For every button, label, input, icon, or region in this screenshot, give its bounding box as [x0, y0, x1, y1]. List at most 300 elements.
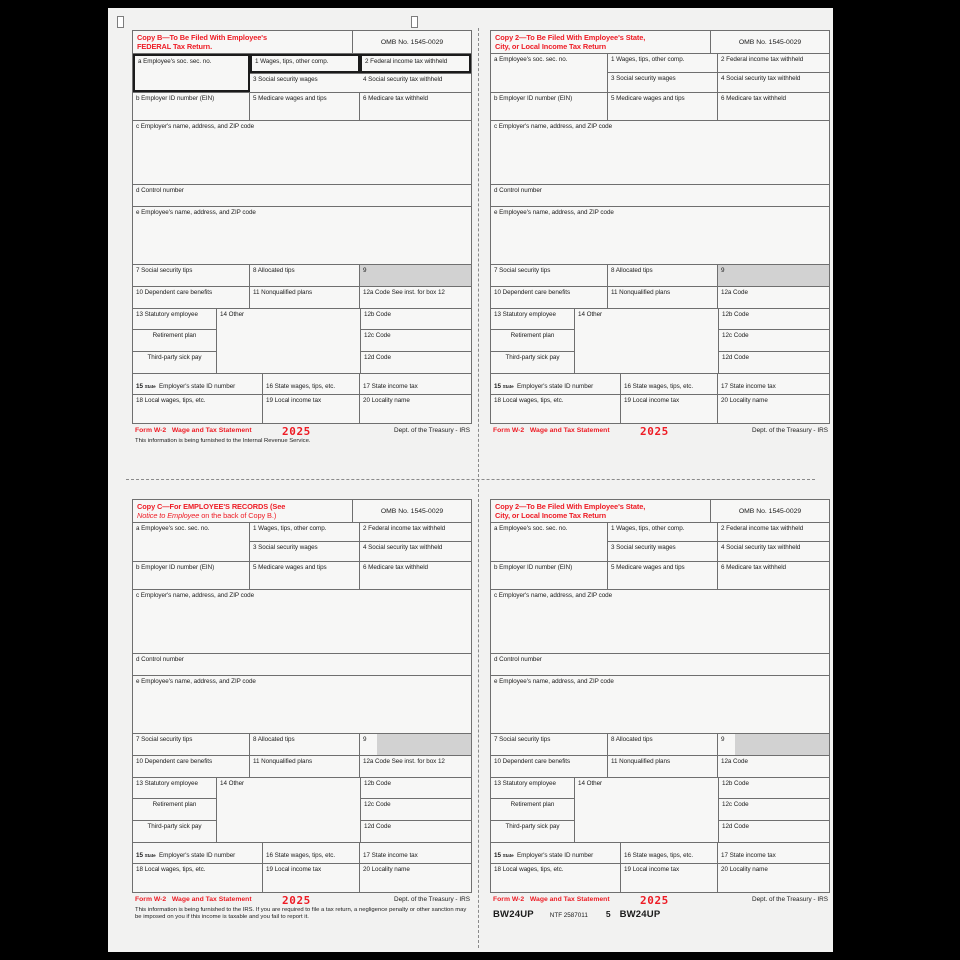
- box-15-state-id[interactable]: [491, 843, 621, 863]
- form-footer: [132, 425, 472, 438]
- box-6-medicare-tax[interactable]: [360, 562, 471, 589]
- box-13-retirement[interactable]: [133, 330, 216, 351]
- box-17-label: 17 State income tax: [721, 382, 776, 390]
- omb-number: OMB No. 1545-0029: [738, 507, 802, 515]
- box-13-retirement[interactable]: [133, 799, 216, 820]
- box-1-label: 1 Wages, tips, other comp.: [253, 525, 327, 532]
- box-e-employee[interactable]: [133, 676, 471, 733]
- box-9: [360, 265, 471, 286]
- copy-header: [132, 30, 472, 53]
- box-5-label: 5 Medicare wages and tips: [611, 564, 685, 571]
- box-13-sickpay-label: Third-party sick pay: [147, 822, 202, 830]
- box-12c[interactable]: [719, 799, 829, 820]
- box-e-employee[interactable]: [491, 207, 829, 264]
- box-13-sickpay[interactable]: [133, 352, 216, 373]
- box-3-ss-wages[interactable]: [250, 73, 360, 92]
- box-13-retirement-label: Retirement plan: [510, 801, 555, 809]
- box-a-ssn[interactable]: [133, 523, 250, 561]
- box-19-label: 19 Local income tax: [624, 865, 680, 873]
- row-10-11-12a: [133, 287, 471, 309]
- tax-year: 2025: [282, 893, 311, 907]
- box-14-label: 14 Other: [220, 780, 245, 787]
- box-c-employer[interactable]: [133, 590, 471, 653]
- row-c: [133, 590, 471, 654]
- row-d: [491, 654, 829, 676]
- box-12a[interactable]: [360, 756, 471, 777]
- box-col-1-3: [608, 54, 718, 92]
- box-d-control[interactable]: [133, 654, 471, 675]
- box-15-label: Employer's state ID number: [517, 382, 594, 390]
- box-2-fed-tax[interactable]: [360, 523, 471, 542]
- box-1-label: 1 Wages, tips, other comp.: [611, 525, 685, 532]
- box-b-label: b Employer ID number (EIN): [136, 564, 215, 571]
- box-3-ss-wages[interactable]: [608, 73, 718, 92]
- box-e-employee[interactable]: [491, 676, 829, 733]
- w2-grid: [132, 53, 472, 424]
- box-e-label: e Employee's name, address, and ZIP code: [136, 209, 256, 216]
- tax-year: 2025: [640, 893, 669, 907]
- box-12d-label: 12d Code: [722, 822, 749, 830]
- box-b-ein[interactable]: [133, 562, 250, 589]
- box-1-label: 1 Wages, tips, other comp.: [255, 58, 329, 65]
- box-12b[interactable]: [361, 309, 471, 330]
- box-20-label: 20 Locality name: [721, 396, 768, 404]
- box-13-label: 13 Statutory employee: [136, 311, 198, 318]
- box-9-label: 9: [721, 267, 725, 274]
- box-20-locality[interactable]: [360, 395, 471, 423]
- row-7-8-9: [133, 734, 471, 756]
- box-18-local-wages[interactable]: [491, 395, 621, 423]
- box-14-other[interactable]: [217, 778, 361, 842]
- copy-title-italic: Notice to Employee: [137, 511, 200, 521]
- box-10-dependent-care[interactable]: [491, 756, 608, 777]
- box-5-medicare-wages[interactable]: [250, 562, 360, 589]
- box-15-state-id[interactable]: [491, 374, 621, 394]
- box-13-retirement[interactable]: [491, 799, 574, 820]
- box-11-label: 11 Nonqualified plans: [611, 289, 671, 296]
- form-footer: [490, 894, 830, 907]
- box-d-control[interactable]: [491, 185, 829, 206]
- box-e-label: e Employee's name, address, and ZIP code: [136, 678, 256, 685]
- box-17-state-tax[interactable]: [360, 843, 471, 863]
- box-c-employer[interactable]: [491, 121, 829, 184]
- form-title: Wage and Tax Statement: [529, 426, 610, 434]
- copy-title-line1: Copy C—For EMPLOYEE'S RECORDS (See: [137, 502, 286, 511]
- registration-mark-center: [411, 16, 418, 28]
- box-13-sickpay-label: Third-party sick pay: [505, 353, 560, 361]
- box-18-local-wages[interactable]: [133, 395, 263, 423]
- copy-header: [490, 499, 830, 522]
- box-17-label: 17 State income tax: [721, 851, 776, 859]
- box-12a[interactable]: [718, 756, 829, 777]
- box-c-label: c Employer's name, address, and ZIP code: [136, 123, 255, 130]
- box-1-wages[interactable]: [250, 523, 360, 542]
- box-20-label: 20 Locality name: [363, 396, 410, 404]
- row-7-8-9: [133, 265, 471, 287]
- box-13-sickpay[interactable]: [491, 821, 574, 842]
- box-13-sickpay-label: Third-party sick pay: [147, 353, 202, 361]
- row-15-16-17: [133, 843, 471, 864]
- row-c: [133, 121, 471, 185]
- form-name: Form W-2: [493, 895, 525, 903]
- form-title: Wage and Tax Statement: [529, 895, 610, 903]
- box-10-label: 10 Dependent care benefits: [136, 758, 213, 765]
- box-13-group: [133, 309, 217, 373]
- box-11-nonqualified[interactable]: [250, 287, 360, 308]
- box-12-group: [361, 309, 471, 373]
- box-a-label: a Employee's soc. sec. no.: [494, 56, 568, 63]
- row-b-5-6: [491, 93, 829, 121]
- box-13-statutory[interactable]: [133, 309, 216, 330]
- w2-copy-2-bottom: [490, 499, 830, 920]
- box-a-label: a Employee's soc. sec. no.: [494, 525, 568, 532]
- box-5-medicare-wages[interactable]: [608, 562, 718, 589]
- box-d-label: d Control number: [494, 187, 542, 194]
- box-3-label: 3 Social security wages: [611, 544, 676, 551]
- form-name: Form W-2: [135, 426, 167, 434]
- box-15-number: 15: [494, 851, 501, 859]
- box-15-label: Employer's state ID number: [517, 851, 594, 859]
- box-8-allocated-tips[interactable]: [608, 265, 718, 286]
- box-col-2-4: [718, 54, 829, 92]
- box-4-ss-tax[interactable]: [718, 73, 829, 92]
- box-1-wages[interactable]: [608, 523, 718, 542]
- box-2-label: 2 Federal income tax withheld: [721, 56, 804, 63]
- row-b-5-6: [133, 562, 471, 590]
- row-13-14-12bcd: [133, 309, 471, 374]
- box-d-control[interactable]: [491, 654, 829, 675]
- box-18-label: 18 Local wages, tips, etc.: [136, 865, 206, 873]
- box-13-statutory[interactable]: [491, 778, 574, 799]
- box-19-local-tax[interactable]: [263, 864, 360, 892]
- box-15-label: Employer's state ID number: [159, 851, 236, 859]
- box-5-label: 5 Medicare wages and tips: [253, 95, 327, 102]
- dept-line: Dept. of the Treasury - IRS: [393, 895, 470, 903]
- box-col-2-4: [718, 523, 829, 561]
- row-13-14-12bcd: [133, 778, 471, 843]
- box-e-employee[interactable]: [133, 207, 471, 264]
- product-code: BW24UP: [493, 908, 534, 920]
- stack-13-14-12: [133, 309, 471, 373]
- row-a-1-2: [133, 54, 471, 93]
- product-info-row: [490, 909, 830, 920]
- box-7-label: 7 Social security tips: [136, 267, 193, 274]
- box-12d-label: 12d Code: [364, 822, 391, 830]
- box-13-statutory[interactable]: [491, 309, 574, 330]
- box-1-wages[interactable]: [608, 54, 718, 73]
- row-c: [491, 590, 829, 654]
- box-14-label: 14 Other: [578, 780, 603, 787]
- box-15-number: 15: [136, 382, 143, 390]
- box-14-other[interactable]: [217, 309, 361, 373]
- box-5-medicare-wages[interactable]: [608, 93, 718, 120]
- box-4-ss-tax[interactable]: [360, 542, 471, 561]
- box-19-local-tax[interactable]: [621, 395, 718, 423]
- form-name: Form W-2: [493, 426, 525, 434]
- box-14-other[interactable]: [575, 309, 719, 373]
- box-b-label: b Employer ID number (EIN): [136, 95, 215, 102]
- box-12a-label: 12a Code: [721, 289, 748, 296]
- w2-grid: [132, 522, 472, 893]
- box-a-ssn[interactable]: [491, 54, 608, 92]
- box-16-state-wages[interactable]: [621, 374, 718, 394]
- row-a-1-2: [133, 523, 471, 562]
- row-e: [491, 207, 829, 265]
- box-15-state-sublabel: State: [502, 383, 514, 389]
- box-19-local-tax[interactable]: [263, 395, 360, 423]
- box-13-retirement[interactable]: [491, 330, 574, 351]
- copy-title: [491, 31, 711, 53]
- box-13-sickpay[interactable]: [133, 821, 216, 842]
- row-e: [133, 676, 471, 734]
- box-12c[interactable]: [361, 799, 471, 820]
- box-17-label: 17 State income tax: [363, 851, 418, 859]
- footer-note: This information is being furnished to the Internal Revenue Service.: [135, 437, 311, 444]
- box-b-ein[interactable]: [491, 562, 608, 589]
- box-c-label: c Employer's name, address, and ZIP code: [494, 123, 613, 130]
- row-c: [491, 121, 829, 185]
- box-col-1-3: [250, 523, 360, 561]
- box-12d[interactable]: [361, 821, 471, 842]
- box-15-state-id[interactable]: [133, 374, 263, 394]
- row-b-5-6: [133, 93, 471, 121]
- box-3-label: 3 Social security wages: [253, 544, 318, 551]
- box-11-nonqualified[interactable]: [608, 756, 718, 777]
- box-6-medicare-tax[interactable]: [360, 93, 471, 120]
- box-15-state-sublabel: State: [502, 852, 514, 858]
- box-17-state-tax[interactable]: [718, 843, 829, 863]
- box-12d[interactable]: [719, 352, 829, 373]
- box-7-ss-tips[interactable]: [133, 265, 250, 286]
- box-b-ein[interactable]: [491, 93, 608, 120]
- box-12d[interactable]: [719, 821, 829, 842]
- box-19-label: 19 Local income tax: [624, 396, 680, 404]
- box-12a[interactable]: [718, 287, 829, 308]
- box-10-label: 10 Dependent care benefits: [494, 289, 571, 296]
- box-9: [718, 734, 829, 755]
- box-13-sickpay-label: Third-party sick pay: [505, 822, 560, 830]
- box-12c-label: 12c Code: [722, 332, 749, 340]
- box-a-ssn[interactable]: [133, 54, 250, 92]
- registration-mark-left: [117, 16, 124, 28]
- box-11-nonqualified[interactable]: [250, 756, 360, 777]
- form-sheet: [108, 8, 833, 952]
- box-3-ss-wages[interactable]: [608, 542, 718, 561]
- box-20-locality[interactable]: [360, 864, 471, 892]
- box-12b[interactable]: [361, 778, 471, 799]
- box-11-nonqualified[interactable]: [608, 287, 718, 308]
- box-10-dependent-care[interactable]: [491, 287, 608, 308]
- box-16-label: 16 State wages, tips, etc.: [266, 851, 336, 859]
- copy-title: [133, 31, 353, 53]
- box-15-number: 15: [494, 382, 501, 390]
- footer-note: This information is being furnished to the IRS. If you are required to file a tax return, a negligence penalty or other sanction may be imposed on you if this income is taxable and you fail to report it.: [135, 906, 467, 921]
- box-2-fed-tax[interactable]: [718, 523, 829, 542]
- box-9: [718, 265, 829, 286]
- row-7-8-9: [491, 265, 829, 287]
- box-10-label: 10 Dependent care benefits: [136, 289, 213, 296]
- box-4-ss-tax[interactable]: [360, 73, 471, 92]
- box-6-label: 6 Medicare tax withheld: [721, 95, 787, 102]
- box-12-group: [719, 309, 829, 373]
- box-8-allocated-tips[interactable]: [608, 734, 718, 755]
- box-12-group: [361, 778, 471, 842]
- box-c-employer[interactable]: [491, 590, 829, 653]
- stack-13-14-12: [491, 309, 829, 373]
- box-7-label: 7 Social security tips: [494, 267, 551, 274]
- box-2-label: 2 Federal income tax withheld: [363, 525, 446, 532]
- box-8-allocated-tips[interactable]: [250, 734, 360, 755]
- box-18-label: 18 Local wages, tips, etc.: [494, 396, 564, 404]
- box-1-wages[interactable]: [250, 54, 360, 73]
- dept-line: Dept. of the Treasury - IRS: [751, 426, 828, 434]
- box-8-label: 8 Allocated tips: [611, 267, 653, 274]
- box-3-label: 3 Social security wages: [253, 76, 318, 83]
- box-4-ss-tax[interactable]: [718, 542, 829, 561]
- box-b-label: b Employer ID number (EIN): [494, 564, 573, 571]
- box-5-label: 5 Medicare wages and tips: [611, 95, 685, 102]
- box-16-label: 16 State wages, tips, etc.: [266, 382, 336, 390]
- form-footer: [132, 894, 472, 907]
- box-19-label: 19 Local income tax: [266, 396, 322, 404]
- ntf-number: NTF 2587011: [549, 911, 588, 919]
- box-3-label: 3 Social security wages: [611, 75, 676, 82]
- box-10-dependent-care[interactable]: [133, 756, 250, 777]
- box-13-sickpay[interactable]: [491, 352, 574, 373]
- box-12c-label: 12c Code: [364, 801, 391, 809]
- copy-title-line2: FEDERAL Tax Return.: [137, 42, 213, 52]
- box-12b[interactable]: [719, 309, 829, 330]
- copy-title-line2: City, or Local Income Tax Return: [495, 42, 607, 52]
- box-8-allocated-tips[interactable]: [250, 265, 360, 286]
- copy-title: [491, 500, 711, 522]
- box-17-state-tax[interactable]: [718, 374, 829, 394]
- row-15-16-17: [491, 843, 829, 864]
- box-5-medicare-wages[interactable]: [250, 93, 360, 120]
- box-20-locality[interactable]: [718, 864, 829, 892]
- row-e: [491, 676, 829, 734]
- box-7-ss-tips[interactable]: [491, 265, 608, 286]
- box-16-state-wages[interactable]: [263, 374, 360, 394]
- box-2-label: 2 Federal income tax withheld: [721, 525, 804, 532]
- w2-grid: [490, 522, 830, 893]
- box-12-group: [719, 778, 829, 842]
- w2-grid: [490, 53, 830, 424]
- box-7-ss-tips[interactable]: [133, 734, 250, 755]
- box-17-state-tax[interactable]: [360, 374, 471, 394]
- box-9-label: 9: [363, 736, 367, 743]
- row-18-19-20: [491, 864, 829, 893]
- box-col-2-4: [360, 54, 471, 92]
- row-18-19-20: [491, 395, 829, 424]
- box-19-local-tax[interactable]: [621, 864, 718, 892]
- box-12b-label: 12b Code: [722, 311, 749, 318]
- box-6-medicare-tax[interactable]: [718, 93, 829, 120]
- box-15-label: Employer's state ID number: [159, 382, 236, 390]
- box-10-dependent-care[interactable]: [133, 287, 250, 308]
- box-19-label: 19 Local income tax: [266, 865, 322, 873]
- row-d: [133, 654, 471, 676]
- box-13-retirement-label: Retirement plan: [510, 332, 555, 340]
- box-12d[interactable]: [361, 352, 471, 373]
- box-17-label: 17 State income tax: [363, 382, 418, 390]
- box-12b-label: 12b Code: [364, 780, 391, 787]
- copy-title: Copy C—For EMPLOYEE'S RECORDS (See Notice to Employee on the back of Copy B.): [133, 500, 353, 522]
- box-7-ss-tips[interactable]: [491, 734, 608, 755]
- box-12a-label: 12a Code See inst. for box 12: [363, 289, 445, 296]
- box-15-state-id[interactable]: [133, 843, 263, 863]
- perforation-horizontal: [126, 479, 815, 480]
- box-14-other[interactable]: [575, 778, 719, 842]
- w2-copy-2-top: [490, 30, 830, 438]
- box-d-control[interactable]: [133, 185, 471, 206]
- box-12a[interactable]: [360, 287, 471, 308]
- box-a-ssn[interactable]: [491, 523, 608, 561]
- box-b-label: b Employer ID number (EIN): [494, 95, 573, 102]
- box-d-label: d Control number: [136, 656, 184, 663]
- row-d: [133, 185, 471, 207]
- copy-title-line1: Copy 2—To Be Filed With Employee's State,: [495, 502, 646, 511]
- row-15-16-17: [491, 374, 829, 395]
- box-18-local-wages[interactable]: [491, 864, 621, 892]
- box-12c[interactable]: [719, 330, 829, 351]
- box-16-state-wages[interactable]: [621, 843, 718, 863]
- row-13-14-12bcd: [491, 309, 829, 374]
- row-a-1-2: [491, 523, 829, 562]
- box-col-1-3: [250, 54, 360, 92]
- box-6-medicare-tax[interactable]: [718, 562, 829, 589]
- box-3-ss-wages[interactable]: [250, 542, 360, 561]
- box-11-label: 11 Nonqualified plans: [253, 758, 313, 765]
- box-13-label: 13 Statutory employee: [494, 311, 556, 318]
- box-b-ein[interactable]: [133, 93, 250, 120]
- box-c-label: c Employer's name, address, and ZIP code: [136, 592, 255, 599]
- w2-copy-b: [132, 30, 472, 445]
- box-18-local-wages[interactable]: [133, 864, 263, 892]
- box-2-label: 2 Federal income tax withheld: [365, 58, 448, 65]
- box-18-label: 18 Local wages, tips, etc.: [136, 396, 206, 404]
- row-13-14-12bcd: [491, 778, 829, 843]
- box-16-state-wages[interactable]: [263, 843, 360, 863]
- box-7-label: 7 Social security tips: [494, 736, 551, 743]
- box-9: [360, 734, 471, 755]
- box-4-label: 4 Social security tax withheld: [363, 544, 443, 551]
- box-8-label: 8 Allocated tips: [253, 267, 295, 274]
- omb-number: OMB No. 1545-0029: [738, 38, 802, 46]
- box-a-label: a Employee's soc. sec. no.: [136, 525, 210, 532]
- box-12b[interactable]: [719, 778, 829, 799]
- row-10-11-12a: [491, 287, 829, 309]
- box-8-label: 8 Allocated tips: [611, 736, 653, 743]
- box-16-label: 16 State wages, tips, etc.: [624, 851, 694, 859]
- box-11-label: 11 Nonqualified plans: [253, 289, 313, 296]
- box-c-employer[interactable]: [133, 121, 471, 184]
- box-2-fed-tax[interactable]: [360, 54, 471, 73]
- box-6-label: 6 Medicare tax withheld: [721, 564, 787, 571]
- row-10-11-12a: [491, 756, 829, 778]
- part-count: 5: [605, 908, 611, 919]
- box-c-label: c Employer's name, address, and ZIP code: [494, 592, 613, 599]
- box-12b-label: 12b Code: [364, 311, 391, 318]
- box-e-label: e Employee's name, address, and ZIP code: [494, 678, 614, 685]
- box-e-label: e Employee's name, address, and ZIP code: [494, 209, 614, 216]
- box-2-fed-tax[interactable]: [718, 54, 829, 73]
- row-e: [133, 207, 471, 265]
- box-12c[interactable]: [361, 330, 471, 351]
- box-20-locality[interactable]: [718, 395, 829, 423]
- row-d: [491, 185, 829, 207]
- box-13-statutory[interactable]: [133, 778, 216, 799]
